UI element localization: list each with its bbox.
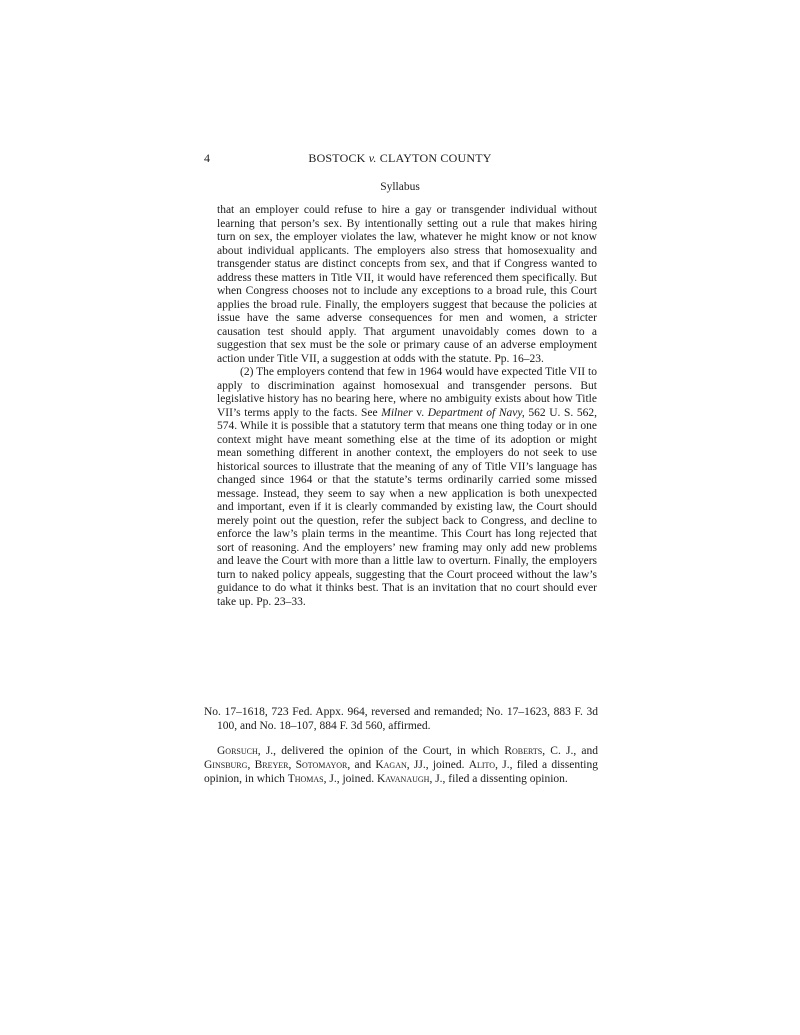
authorship-text: , C. J., and: [542, 745, 598, 757]
running-title-prefix: BOSTOCK: [308, 151, 369, 165]
authorship-text: , and: [347, 759, 376, 771]
running-title-suffix: CLAYTON COUNTY: [376, 151, 492, 165]
running-title-versus: v.: [368, 151, 377, 165]
running-title: [0, 151, 800, 166]
authorship-text: ,: [247, 759, 255, 771]
authorship-text: , JJ., joined.: [406, 759, 469, 771]
section-heading: Syllabus: [380, 181, 420, 193]
paragraph-2: [217, 366, 597, 609]
authorship-text: , J., filed a dissenting opinion, in which: [204, 759, 599, 785]
justice-kavanaugh: Kavanaugh: [376, 773, 430, 785]
justice-sotomayor: Sotomayor: [295, 759, 348, 771]
justice-kagan: Kagan: [375, 759, 407, 771]
versus: v.: [412, 406, 428, 419]
authorship-text: , J., joined.: [323, 773, 377, 785]
syllabus-body: [217, 204, 597, 609]
paragraph-2-text-b: 562 U. S. 562, 574. While it is possible that a statutory term that means one thing today or in one context might have meant something else at the time of its adoption or might mean something different in another context, the employers do not seek to use historical sources to illustrate that the meaning of any of Title VII’s language has changed since 1964 or that the statute’s terms ordinarily carried some missed message. Instead, they seem to say when a new application is both unexpected and important, even if it is clearly commanded by existing law, the Court should merely point out the question, refer the subject back to Congress, and decline to enforce the law’s plain terms in the meantime. This Court has long rejected that sort of reasoning. And the employers’ new framing may only add new problems and leave the Court with more than a little law to overturn. Finally, the employers turn to naked policy appeals, suggesting that the Court proceed without the law’s guidance to do what it thinks best. That is an invitation that no court should ever take up. Pp. 23–33.: [217, 406, 598, 608]
justice-breyer: Breyer: [254, 759, 289, 771]
justice-thomas: Thomas: [287, 773, 324, 785]
case-name-department-of-navy: Department of Navy,: [427, 406, 525, 419]
authorship-text: ,: [288, 759, 296, 771]
justice-alito: Alito: [468, 759, 496, 771]
authorship-text: , J., filed a dissenting opinion.: [429, 773, 568, 785]
case-name-milner: Milner: [381, 406, 413, 419]
justice-ginsburg: Ginsburg: [204, 759, 248, 771]
justice-roberts: Roberts: [504, 745, 543, 757]
paragraph-1: that an employer could refuse to hire a gay or transgender individual without learning that person’s sex. By intentionally setting out a rule that makes hiring turn on sex, the employer violates the law, whatever he might know or not know about individual applicants. The employers also stress that homosexuality and transgender status are distinct concepts from sex, and that if Congress wanted to address these matters in Title VII, it would have referenced them specifically. But when Congress chooses not to include any exceptions to a broad rule, this Court applies the broad rule. Finally, the employers suggest that because the policies at issue have the same adverse consequences for men and women, a stricter causation test should apply. That argument unavoidably comes down to a suggestion that sex must be the sole or primary cause of an adverse employment action under Title VII, a suggestion at odds with the statute. Pp. 16–23.: [217, 204, 597, 365]
authorship-note: [204, 744, 598, 786]
authorship-text: , J., delivered the opinion of the Court, in which: [257, 745, 505, 757]
page-number: 4: [204, 151, 210, 165]
paragraph-2-text-a: (2) The employers contend that few in 1964 would have expected Title VII to apply to discrimination against homosexual and transgender persons. But legislative history has no bearing here, where no ambiguity exists about how Title VII’s terms apply to the facts. See: [217, 366, 597, 419]
disposition: No. 17–1618, 723 Fed. Appx. 964, reversed and remanded; No. 17–1623, 883 F. 3d 100, and No. 18–107, 884 F. 3d 560, affirmed.: [204, 706, 598, 732]
justice-gorsuch: Gorsuch: [217, 745, 258, 757]
